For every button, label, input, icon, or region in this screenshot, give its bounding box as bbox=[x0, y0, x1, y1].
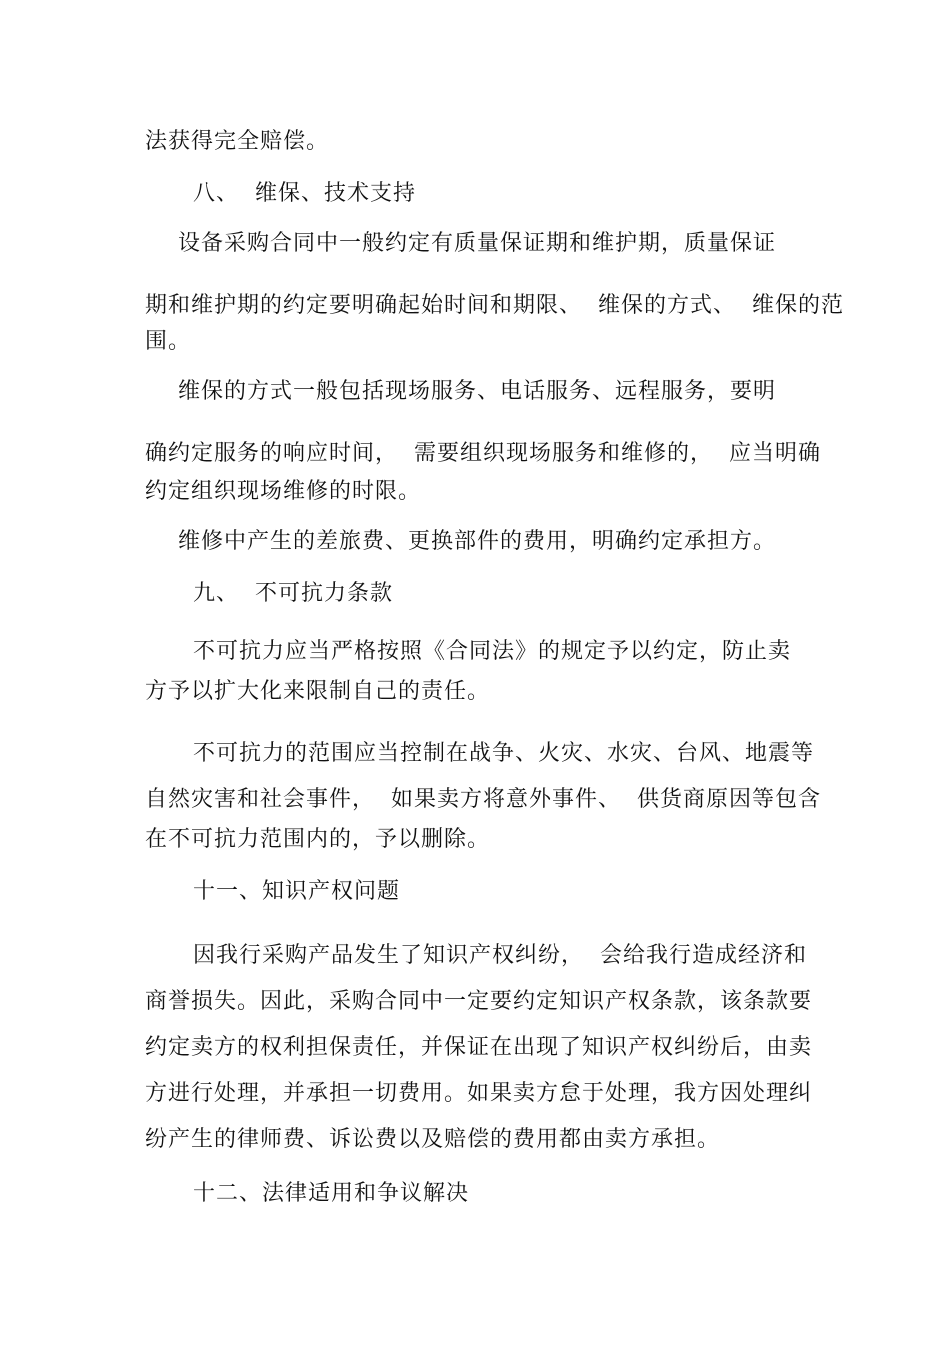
section-heading: 九、 不可抗力条款 bbox=[193, 581, 393, 606]
section-heading: 八、 维保、技术支持 bbox=[193, 181, 416, 206]
text-line: 确约定服务的响应时间， 需要组织现场服务和维修的， 应当明确 bbox=[145, 441, 821, 466]
text-line: 在不可抗力范围内的，予以删除。 bbox=[145, 827, 491, 852]
text-line: 围。 bbox=[145, 329, 192, 354]
text-line: 不可抗力的范围应当控制在战争、火灾、水灾、台风、地震等 bbox=[193, 741, 815, 766]
text-line: 约定组织现场维修的时限。 bbox=[145, 479, 422, 504]
text-line: 不可抗力应当严格按照《合同法》的规定予以约定，防止卖 bbox=[193, 639, 792, 664]
text-line: 设备采购合同中一般约定有质量保证期和维护期，质量保证 bbox=[178, 231, 777, 256]
text-line: 维保的方式一般包括现场服务、电话服务、远程服务，要明 bbox=[178, 379, 777, 404]
text-line: 期和维护期的约定要明确起始时间和期限、 维保的方式、 维保的范 bbox=[145, 293, 844, 318]
text-line: 商誉损失。因此，采购合同中一定要约定知识产权条款，该条款要 bbox=[145, 989, 813, 1014]
section-heading: 十二、法律适用和争议解决 bbox=[193, 1181, 470, 1206]
text-line: 维修中产生的差旅费、更换部件的费用，明确约定承担方。 bbox=[178, 529, 777, 554]
text-line: 约定卖方的权利担保责任，并保证在出现了知识产权纠纷后，由卖 bbox=[145, 1035, 813, 1060]
text-line: 法获得完全赔偿。 bbox=[145, 129, 330, 154]
text-line: 方进行处理，并承担一切费用。如果卖方怠于处理，我方因处理纠 bbox=[145, 1081, 813, 1106]
text-line: 方予以扩大化来限制自己的责任。 bbox=[145, 679, 491, 704]
text-line: 因我行采购产品发生了知识产权纠纷， 会给我行造成经济和 bbox=[193, 943, 807, 968]
text-line: 纷产生的律师费、诉讼费以及赔偿的费用都由卖方承担。 bbox=[145, 1127, 721, 1152]
section-heading: 十一、知识产权问题 bbox=[193, 879, 401, 904]
text-line: 自然灾害和社会事件， 如果卖方将意外事件、 供货商原因等包含 bbox=[145, 787, 821, 812]
